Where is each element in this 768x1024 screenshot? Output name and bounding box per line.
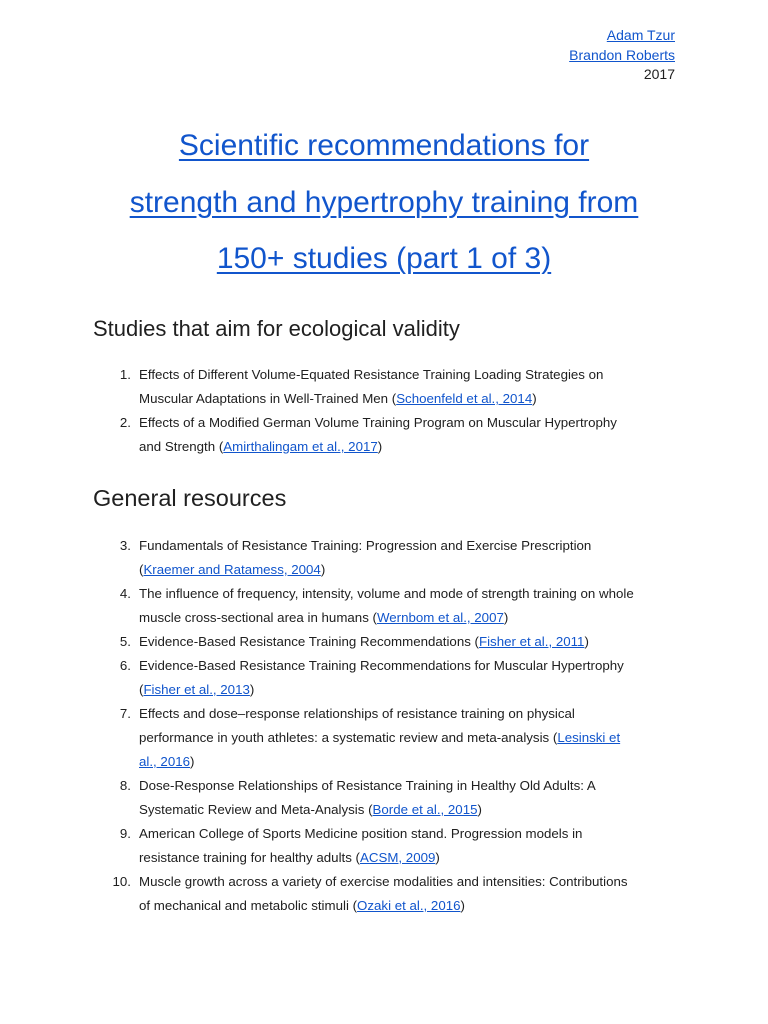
list-item xyxy=(93,870,683,918)
list-item-text: ) xyxy=(503,610,509,625)
list-item-number: 7. xyxy=(119,706,131,721)
list-item-text: Evidence-Based Resistance Training Recommendations for Muscular Hypertrophy xyxy=(139,658,624,673)
list-item-text: ) xyxy=(320,562,326,577)
list-item-text: ) xyxy=(460,898,465,913)
list-item-text: Muscular Adaptations in Well-Trained Men ( xyxy=(139,391,397,406)
list-item-number: 1. xyxy=(119,367,131,382)
list-item-number: 4. xyxy=(119,586,131,601)
list-item-text: resistance training for healthy adults ( xyxy=(139,850,360,865)
document-title[interactable] xyxy=(60,118,708,288)
title-line-3[interactable]: 150+ studies (part 1 of 3) xyxy=(216,242,552,275)
list-item xyxy=(93,363,683,411)
title-line-2[interactable]: strength and hypertrophy training from xyxy=(129,185,639,219)
list-item-text: Muscle growth across a variety of exercise modalities and intensities: Contributions xyxy=(139,874,628,889)
list-item-text: ) xyxy=(477,802,482,817)
list-item xyxy=(93,654,683,702)
list-item-text: ) xyxy=(190,754,195,769)
list-item-text: ) xyxy=(584,634,589,649)
list-item-number: 3. xyxy=(119,538,131,553)
citation-link[interactable]: Lesinski et xyxy=(557,730,621,745)
citation-link[interactable]: Borde et al., 2015 xyxy=(372,802,478,817)
list-item xyxy=(93,534,683,582)
title-line-1[interactable]: Scientific recommendations for xyxy=(178,129,590,162)
author-link-adam-tzur[interactable]: Adam Tzur xyxy=(606,27,675,43)
citation-link[interactable]: Ozaki et al., 2016 xyxy=(357,898,461,913)
list-item-text: ( xyxy=(139,682,144,697)
list-item xyxy=(93,702,683,774)
list-item-text: Effects of a Modified German Volume Training Program on Muscular Hypertrophy xyxy=(139,415,617,430)
list-item-text: Evidence-Based Resistance Training Recommendations ( xyxy=(139,634,479,649)
citation-link-continued[interactable]: al., 2016 xyxy=(139,754,191,769)
general-resources-list xyxy=(93,534,683,918)
list-item xyxy=(93,411,683,459)
citation-link[interactable]: Schoenfeld et al., 2014 xyxy=(396,391,533,406)
list-item-text: of mechanical and metabolic stimuli ( xyxy=(139,898,358,913)
citation-link[interactable]: Fisher et al., 2011 xyxy=(478,634,585,649)
list-item-text: ) xyxy=(435,850,440,865)
list-item xyxy=(93,822,683,870)
list-item-number: 2. xyxy=(119,415,131,430)
list-item xyxy=(93,774,683,822)
list-item-text: ( xyxy=(139,562,144,577)
list-item xyxy=(93,582,683,630)
list-item-text: muscle cross-sectional area in humans ( xyxy=(139,610,377,625)
list-item-text: ) xyxy=(249,682,255,697)
section-heading-ecological-validity: Studies that aim for ecological validity xyxy=(93,316,460,341)
list-item-text: ) xyxy=(532,391,537,406)
section-heading-general-resources: General resources xyxy=(93,485,287,511)
list-item-text: Fundamentals of Resistance Training: Progression and Exercise Prescription xyxy=(139,538,592,553)
citation-link[interactable]: Fisher et al., 2013 xyxy=(143,682,250,697)
ecological-studies-list xyxy=(93,363,683,459)
citation-link[interactable]: Wernbom et al., 2007 xyxy=(376,610,504,625)
list-item-text: Systematic Review and Meta-Analysis ( xyxy=(139,802,373,817)
citation-link[interactable]: Amirthalingam et al., 2017 xyxy=(223,439,378,454)
author-link-brandon-roberts[interactable]: Brandon Roberts xyxy=(569,46,675,63)
list-item-text: ) xyxy=(377,439,383,454)
list-item-number: 6. xyxy=(119,658,131,673)
list-item-text: Effects and dose–response relationships of resistance training on physical xyxy=(139,706,575,721)
list-item-text: performance in youth athletes: a systematic review and meta-analysis ( xyxy=(139,730,558,745)
list-item-text: Dose-Response Relationships of Resistance Training in Healthy Old Adults: A xyxy=(139,778,596,793)
citation-link[interactable]: Kraemer and Ratamess, 2004 xyxy=(143,562,321,577)
author-block xyxy=(569,26,675,85)
list-item-text: The influence of frequency, intensity, volume and mode of strength training on whole xyxy=(139,586,634,601)
publication-year: 2017 xyxy=(643,66,675,82)
list-item-number: 5. xyxy=(119,634,131,649)
list-item-text: and Strength ( xyxy=(139,439,224,454)
list-item-text: Effects of Different Volume-Equated Resistance Training Loading Strategies on xyxy=(139,367,604,382)
list-item-text: American College of Sports Medicine position stand. Progression models in xyxy=(139,826,583,841)
citation-link[interactable]: ACSM, 2009 xyxy=(360,850,436,865)
list-item xyxy=(93,630,683,654)
list-item-number: 10. xyxy=(112,874,131,889)
list-item-number: 8. xyxy=(119,778,131,793)
list-item-number: 9. xyxy=(119,826,131,841)
